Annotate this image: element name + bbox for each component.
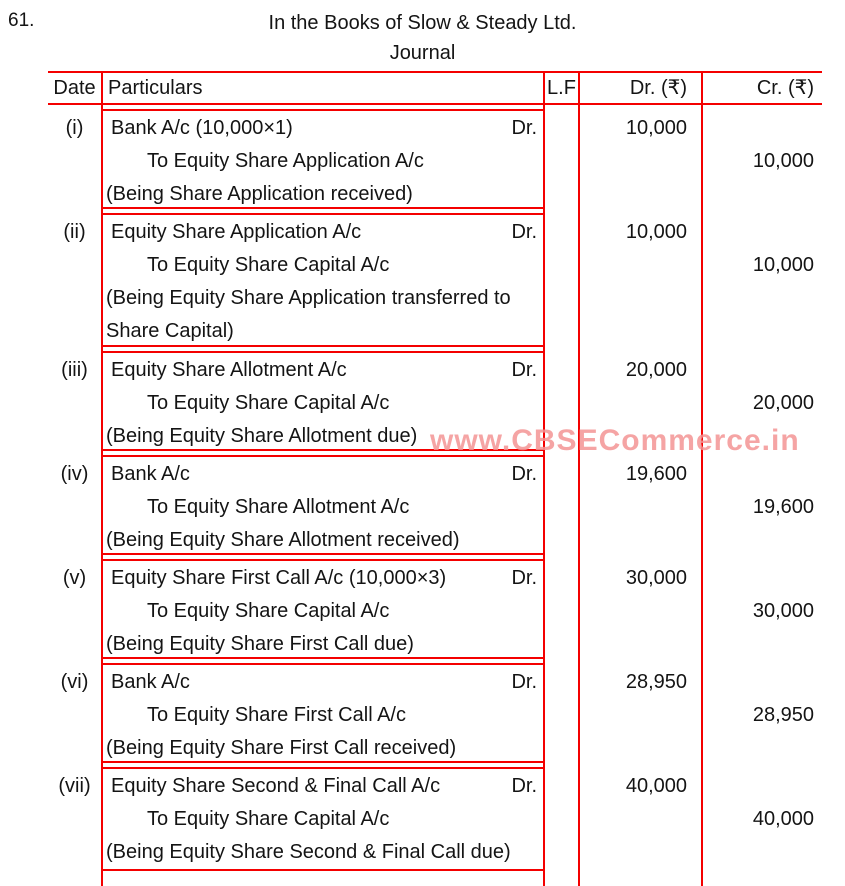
table-header-row [48,73,822,105]
credit-account: To Equity Share First Call A/c [147,704,406,726]
narration: (Being Equity Share Allotment due) [106,425,418,447]
particulars-box [101,455,545,555]
header-particulars: Particulars [108,77,203,99]
dr-label: Dr. [511,221,537,243]
credit-account: To Equity Share Capital A/c [147,254,390,276]
entry-date: (ii) [63,221,86,243]
debit-account: Bank A/c (10,000×1) [111,117,293,139]
entry-date: (iii) [61,359,88,381]
particulars-box [101,109,545,209]
debit-amount: 28,950 [625,671,687,693]
debit-amount: 20,000 [625,359,687,381]
journal-entry-ii [48,213,822,347]
header-dr: Dr. (₹) [629,77,687,99]
entry-date: (v) [62,567,87,589]
particulars-box [101,559,545,659]
debit-account: Equity Share Allotment A/c [111,359,347,381]
credit-account: To Equity Share Capital A/c [147,808,390,830]
journal-entry-v [48,559,822,659]
narration: (Being Share Application received) [106,183,413,205]
debit-account: Equity Share Application A/c [111,221,362,243]
entry-date: (vii) [58,775,91,797]
credit-amount: 10,000 [752,254,814,276]
journal-table [48,71,822,886]
debit-amount: 10,000 [625,221,687,243]
entry-date: (iv) [60,463,89,485]
journal-entry-iv [48,455,822,555]
header-date: Date [53,77,96,99]
debit-amount: 10,000 [625,117,687,139]
dr-label: Dr. [511,359,537,381]
dr-label: Dr. [511,117,537,139]
dr-label: Dr. [511,567,537,589]
narration: (Being Equity Share First Call due) [106,633,414,655]
narration: (Being Equity Share First Call received) [106,737,457,759]
credit-account: To Equity Share Capital A/c [147,600,390,622]
credit-amount: 20,000 [752,392,814,414]
credit-amount: 10,000 [752,150,814,172]
credit-amount: 40,000 [752,808,814,830]
problem-number: 61. [8,10,35,31]
debit-account: Equity Share First Call A/c (10,000×3) [111,567,447,589]
dr-label: Dr. [511,463,537,485]
debit-amount: 40,000 [625,775,687,797]
particulars-box [101,767,545,871]
credit-account: To Equity Share Allotment A/c [147,496,410,518]
narration: (Being Equity Share Allotment received) [106,529,460,551]
header-lf: L.F [547,77,576,99]
particulars-box [101,663,545,763]
journal-entry-vi [48,663,822,763]
debit-amount: 19,600 [625,463,687,485]
journal-heading: Journal [389,42,456,64]
credit-account: To Equity Share Application A/c [147,150,424,172]
debit-amount: 30,000 [625,567,687,589]
credit-amount: 19,600 [752,496,814,518]
particulars-box [101,213,545,347]
dr-label: Dr. [511,671,537,693]
entry-date: (vi) [60,671,89,693]
journal-entry-i [48,109,822,209]
debit-account: Bank A/c [111,463,190,485]
credit-amount: 28,950 [752,704,814,726]
narration-line2: Share Capital) [106,320,234,342]
dr-label: Dr. [511,775,537,797]
journal-entry-vii [48,767,822,871]
debit-account: Equity Share Second & Final Call A/c [111,775,441,797]
header-cr: Cr. (₹) [756,77,814,99]
credit-account: To Equity Share Capital A/c [147,392,390,414]
page-title: In the Books of Slow & Steady Ltd. [268,12,577,34]
narration: (Being Equity Share Second & Final Call due) [106,841,511,863]
credit-amount: 30,000 [752,600,814,622]
entry-date: (i) [65,117,84,139]
narration: (Being Equity Share Application transferred to [106,287,511,309]
watermark-text: www.CBSECommerce.in [430,424,800,457]
debit-account: Bank A/c [111,671,190,693]
